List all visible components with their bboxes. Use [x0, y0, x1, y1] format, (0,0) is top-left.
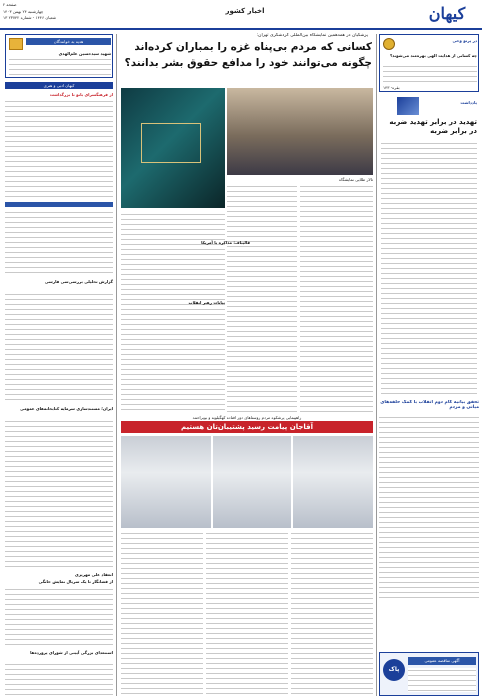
- section-title: اخبار کشور: [225, 7, 265, 15]
- photo-caption: تالار طلایی نمایشگاه: [339, 177, 373, 182]
- rally-body-2: [206, 531, 288, 696]
- rally-photo-3: [293, 436, 373, 528]
- left-body-1: [5, 99, 113, 199]
- gift-box-title: هدیه به خوانندگان: [26, 38, 111, 45]
- gift-box: [5, 34, 113, 78]
- editorial-title: تهدید در برابر تهدید ضربه در برابر ضربه: [389, 118, 477, 135]
- gift-box-body: [9, 57, 111, 77]
- editorial-body: [381, 141, 477, 396]
- left-headline-6: اسنتعدای بزرگی آیینی از شورای پرورده‌ها: [30, 650, 113, 655]
- bottom-story-title: تحقق بیانیه گام دوم انقلاب با کمک حلقه‌های میانی و مردم: [380, 400, 479, 410]
- editorial-logo: [397, 97, 419, 115]
- revelation-box: [379, 34, 479, 92]
- left-body-5: [5, 587, 113, 647]
- rally-body-3: [291, 531, 373, 696]
- gift-box-text: شهید سیدحسین علم‌الهدی: [58, 51, 111, 56]
- main-kicker: پزشکیان در همدهمین نمایشگاه بین‌المللی گردشگری تهران:: [256, 33, 368, 38]
- column-divider: [116, 34, 117, 696]
- left-headline-5: از فضانگار تا یک‌ سریال نمایش خانگی: [38, 579, 113, 584]
- verse-reference: بقره- ۱۴۳: [383, 85, 400, 90]
- left-headline-3: ایران؛ مستندسازی سرمایه کتابخانه‌های عمومی: [20, 406, 113, 411]
- masthead: [0, 0, 482, 30]
- section-bar: کیهان ادبی و هنری: [5, 82, 113, 89]
- date-line-hijri: ۱۳ شعبان ۱۴۴۶ - شماره ۲۳۷۴۲: [3, 15, 57, 20]
- emblem-icon: [383, 38, 395, 50]
- sub-headline: آقاجان پیامت رسید پشتیبان‌تان هستیم: [180, 423, 314, 431]
- ad-logo: پاک: [383, 659, 405, 681]
- page-number: صفحه ۲: [3, 2, 17, 7]
- ad-body: [408, 668, 476, 692]
- left-body-4: [5, 419, 113, 569]
- tender-ad: [379, 652, 479, 696]
- left-body-3: [5, 292, 113, 402]
- hall-photo: [227, 88, 373, 175]
- gift-icon: [9, 38, 23, 50]
- sub-headline-banner: [121, 421, 373, 433]
- left-section-bar-2: [5, 202, 113, 207]
- main-body-right: [300, 184, 373, 412]
- calligraphy-panel: [141, 123, 201, 163]
- bottom-story-body: [379, 415, 479, 600]
- ad-title: آگهی مناقصه عمومی: [408, 657, 476, 665]
- rally-photo-2: [213, 436, 291, 528]
- left-headline-1: از فرهنگسرای بانو تا بزرگداشت: [49, 92, 113, 97]
- revelation-box-title: در پرتو وحی: [452, 38, 477, 43]
- right-divider: [376, 34, 377, 696]
- rally-body-1: [121, 531, 203, 696]
- revelation-body: [383, 64, 477, 84]
- newspaper-logo: کیهان: [428, 4, 466, 23]
- rally-photo-1: [121, 436, 211, 528]
- main-headline-1: کسانی که مردم بی‌پناه غزه را بمباران کرده‌اند: [134, 41, 372, 53]
- left-headline-2: گزارش تحلیلی بررسی‌سی فارسی: [44, 279, 113, 284]
- left-headline-4: انعقاد علی مهریزی: [74, 572, 113, 577]
- revelation-question: چه کسانی از هدایت الهی بهره‌مند می‌شوند؟: [389, 53, 477, 58]
- left-body-6: [5, 662, 113, 696]
- bottom-story-box: [379, 400, 479, 600]
- mid-headline-2: بیانات رهبر انقلاب: [188, 300, 225, 305]
- sub-kicker: راهپیمایی پرشکوه مردم روستاهای دور افتاده کهگیلویه و بویراحمد: [192, 415, 302, 420]
- exhibition-photo: [121, 88, 225, 208]
- main-headline-2: چگونه می‌توانند خود را مدافع حقوق بشر بدانند؟: [124, 57, 372, 69]
- left-body-2: [5, 210, 113, 275]
- date-line: چهارشنبه ۲۴ بهمن ۱۴۰۳: [3, 9, 44, 14]
- mid-headline-1: قالیباف: مذاکره با آمریکا: [201, 240, 250, 245]
- main-body-mid: [227, 184, 297, 412]
- editorial-label: یادداشت: [460, 100, 477, 105]
